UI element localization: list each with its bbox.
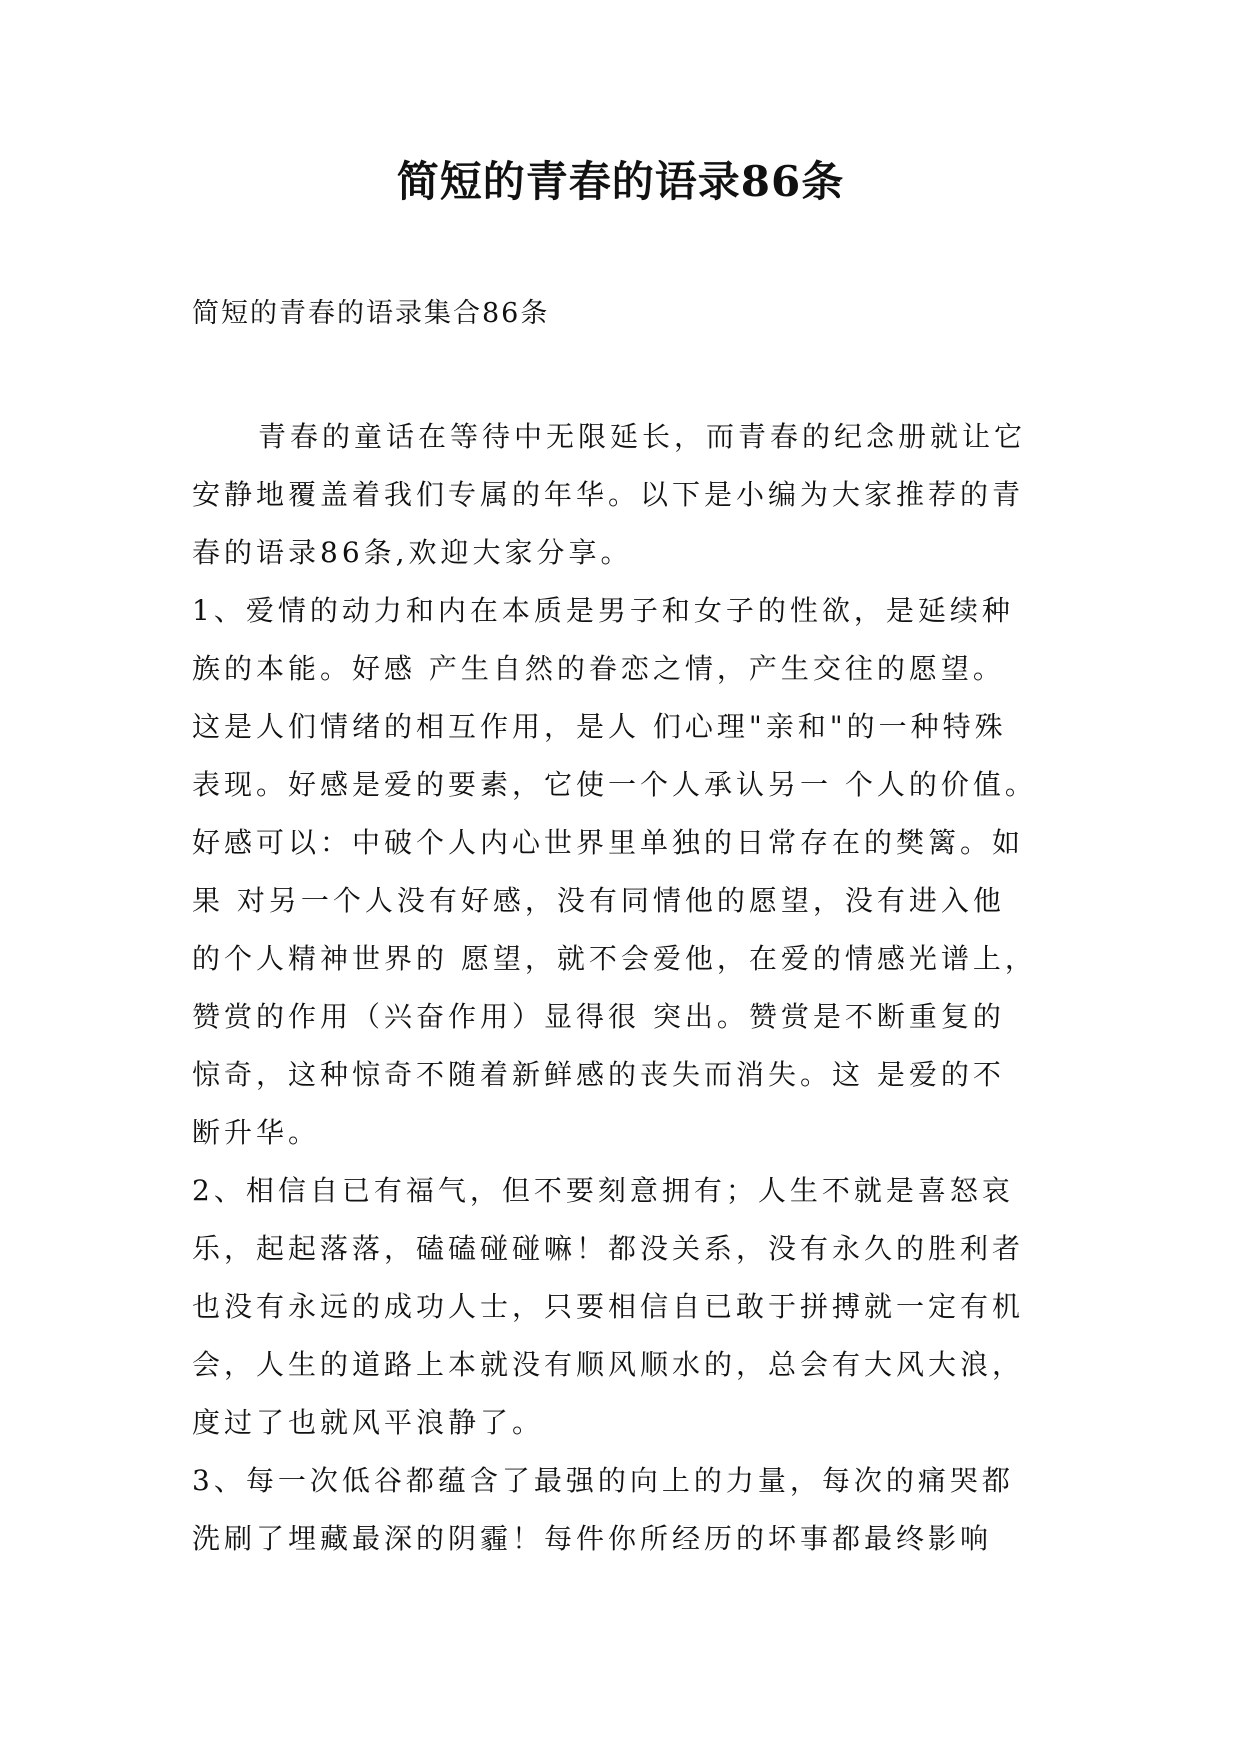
document-subtitle: 简短的青春的语录集合86条	[192, 298, 550, 329]
quote-1-line: 族的本能。好感 产生自然的眷恋之情，产生交往的愿望。	[192, 652, 1005, 685]
quote-1-line: 果 对另一个人没有好感，没有同情他的愿望，没有进入他	[192, 884, 1005, 917]
quote-1-line: 的个人精神世界的 愿望，就不会爱他，在爱的情感光谱上，	[192, 942, 1037, 975]
quote-1-line: 断升华。	[192, 1116, 321, 1149]
quote-3-line: 洗刷了埋藏最深的阴霾！每件你所经历的坏事都最终影响	[192, 1522, 993, 1555]
quote-1-line: 惊奇，这种惊奇不随着新鲜感的丧失而消失。这 是爱的不	[192, 1058, 1005, 1091]
document-body	[192, 408, 1112, 1568]
intro-line: 青春的童话在等待中无限延长，而青春的纪念册就让它	[258, 420, 1027, 453]
quote-3-line: 3、每一次低谷都蕴含了最强的向上的力量，每次的痛哭都	[192, 1464, 1014, 1497]
quote-1-line: 这是人们情绪的相互作用，是人 们心理"亲和"的一种特殊	[192, 710, 1007, 743]
intro-line: 安静地覆盖着我们专属的年华。以下是小编为大家推荐的青	[192, 478, 1025, 511]
quote-2-line: 也没有永远的成功人士，只要相信自已敢于拼搏就一定有机	[192, 1290, 1025, 1323]
quote-2-line: 度过了也就风平浪静了。	[192, 1406, 545, 1439]
quote-1-line: 好感可以：中破个人内心世界里单独的日常存在的樊篱。如	[192, 826, 1025, 859]
quote-2-line: 乐，起起落落，磕磕碰碰嘛！都没关系，没有永久的胜利者	[192, 1232, 1025, 1265]
quote-2-line: 2、相信自已有福气，但不要刻意拥有；人生不就是喜怒哀	[192, 1174, 1014, 1207]
quote-2-line: 会，人生的道路上本就没有顺风顺水的，总会有大风大浪，	[192, 1348, 1025, 1381]
quote-1-line: 赞赏的作用（兴奋作用）显得很 突出。赞赏是不断重复的	[192, 1000, 1005, 1033]
intro-line: 春的语录86条,欢迎大家分享。	[192, 536, 633, 569]
document-title: 简短的青春的语录86条	[396, 157, 845, 206]
quote-1-line: 表现。好感是爱的要素，它使一个人承认另一 个人的价值。	[192, 768, 1037, 801]
quote-1-line: 1、爱情的动力和内在本质是男子和女子的性欲，是延续种	[192, 594, 1014, 627]
